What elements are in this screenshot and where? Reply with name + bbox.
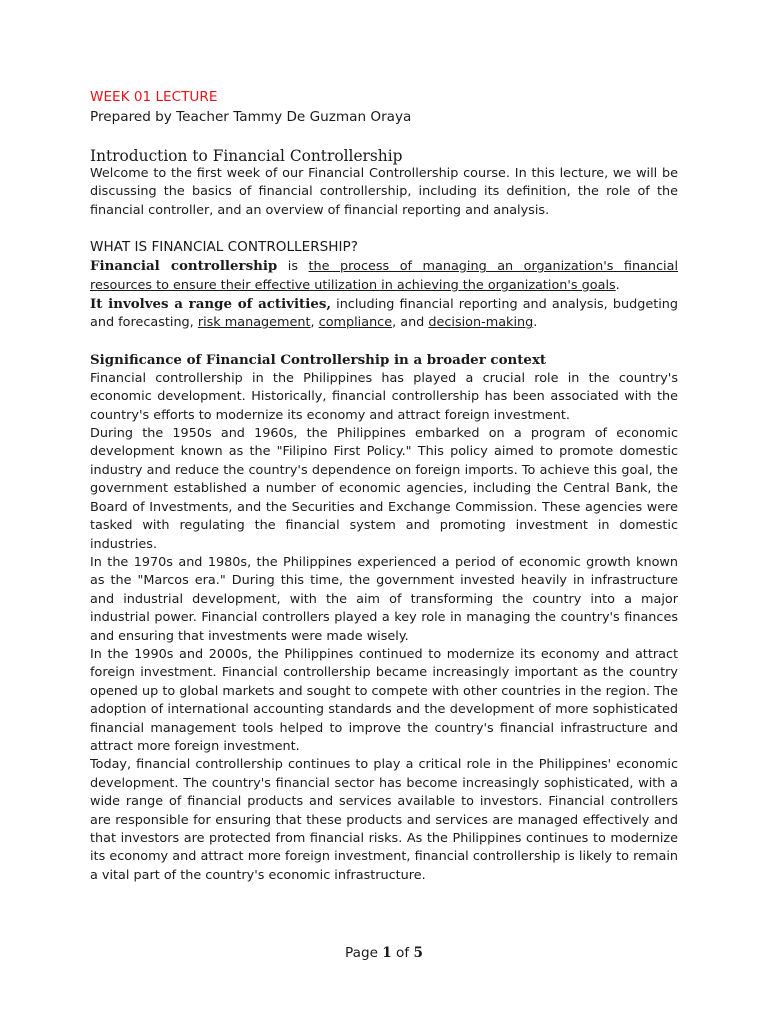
- page-word: Page: [345, 945, 383, 961]
- definition-heading: WHAT IS FINANCIAL CONTROLLERSHIP?: [90, 239, 358, 256]
- definition-paragraph: [90, 257, 678, 295]
- intro-heading: Introduction to Financial Controllership: [90, 147, 403, 165]
- week-title: WEEK 01 LECTURE: [90, 89, 218, 105]
- definition-term: Financial controllership: [90, 258, 278, 275]
- activities-end: .: [533, 315, 538, 331]
- page-number-footer: [0, 944, 768, 962]
- significance-paragraph: In the 1970s and 1980s, the Philippines experienced a period of economic growth known as the "Marcos era." During this time, the government invested heavily in infrastructure and industrial development, with the aim of transforming the country into a major industrial power. Financial controllers played a key role in managing the country's finances and ensuring that investments were made wisely.: [90, 554, 678, 644]
- activities-and-text: , and: [392, 315, 429, 331]
- of-word: of: [391, 945, 414, 961]
- significance-paragraph: Today, financial controllership continues to play a critical role in the Philippines' economic development. The country's financial sector has become increasingly sophisticated, with a wide range of financial products and services available to investors. Financial controllers are responsible for ensuring that these products and services are managed effectively and that investors are protected from financial risks. As the Philippines continues to modernize its economy and attract more foreign investment, financial controllership is likely to remain a vital part of the country's economic infrastructure.: [90, 757, 678, 883]
- risk-management-link[interactable]: risk management: [197, 315, 311, 331]
- activities-comma: ,: [310, 315, 319, 331]
- significance-heading: Significance of Financial Controllership in a broader context: [90, 351, 547, 368]
- compliance-link[interactable]: compliance: [318, 315, 393, 331]
- significance-paragraph: During the 1950s and 1960s, the Philippines embarked on a program of economic development known as the "Filipino First Policy." This policy aimed to promote domestic industry and reduce the country's dependence on foreign imports. To achieve this goal, the government established a number of economic agencies, including the Central Bank, the Board of Investments, and the Securities and Exchange Commission. These agencies were tasked with regulating the financial system and promoting investment in domestic industries.: [90, 426, 678, 552]
- activities-paragraph: [90, 295, 678, 333]
- prepared-by: Prepared by Teacher Tammy De Guzman Oraya: [90, 109, 412, 125]
- current-page-number: 1: [382, 945, 392, 961]
- definition-is-text: is: [277, 259, 309, 275]
- activities-text: including financial reporting and analysis, budgeting and forecasting,: [90, 297, 678, 331]
- decision-making-link[interactable]: decision-making: [428, 315, 534, 331]
- significance-paragraph: Financial controllership in the Philippines has played a crucial role in the country's economic development. Historically, financial controllership has been associated with the country's efforts to modernize its economy and attract foreign investment.: [90, 370, 678, 423]
- total-pages-number: 5: [413, 945, 423, 961]
- intro-paragraph: Welcome to the first week of our Financial Controllership course. In this lecture, we will be discussing the basics of financial controllership, including its definition, the role of the financial controller, and an overview of financial reporting and analysis.: [90, 166, 678, 218]
- definition-link[interactable]: the process of managing an organization's financial resources to ensure their effective utilization in achieving the organization's goals: [90, 259, 679, 293]
- activities-lead: It involves a range of activities,: [90, 296, 332, 313]
- definition-period: .: [615, 277, 620, 293]
- significance-paragraph: In the 1990s and 2000s, the Philippines continued to modernize its economy and attract foreign investment. Financial controllership became increasingly important as the country opened up to global markets and sought to compete with other countries in the region. The adoption of international accounting standards and the development of more sophisticated financial management tools helped to improve the country's financial infrastructure and attract more foreign investment.: [90, 646, 678, 754]
- document-page: [90, 88, 678, 885]
